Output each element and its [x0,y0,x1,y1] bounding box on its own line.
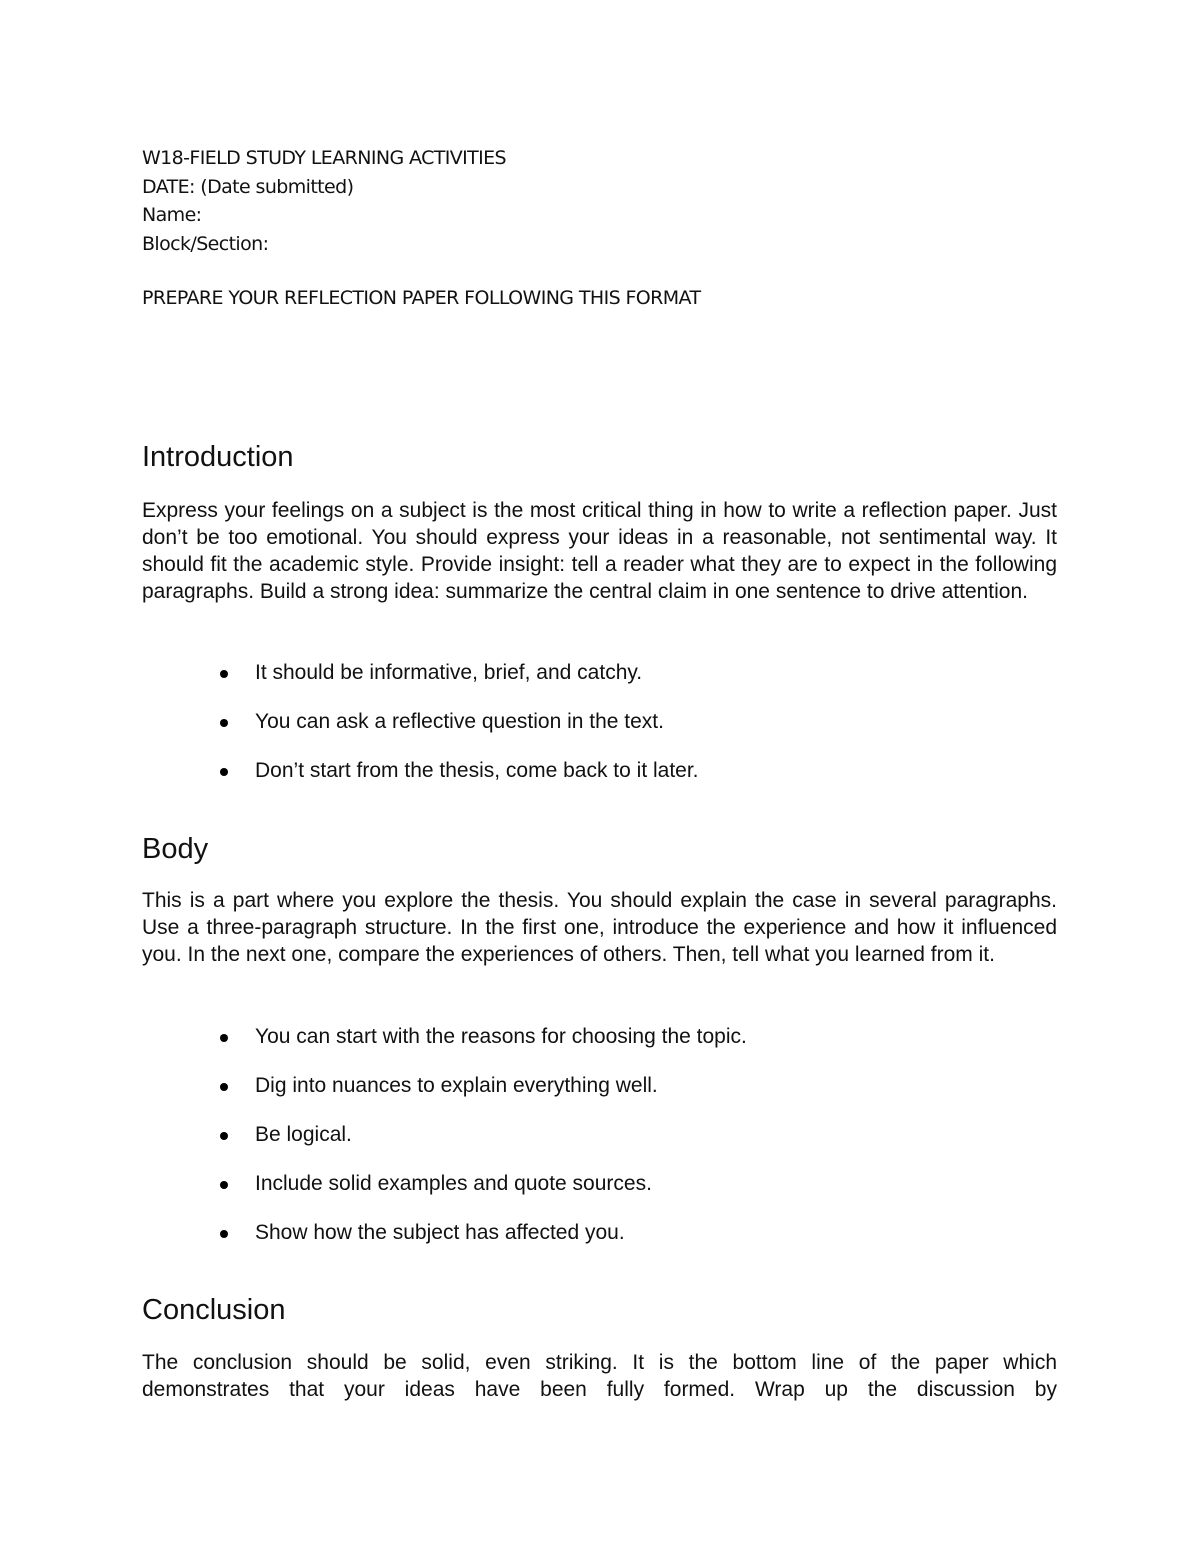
bullet-icon [220,670,228,678]
list-item [142,708,1057,735]
conclusion-section [142,1349,1057,1403]
list-item [142,1072,1057,1099]
name-line: Name: [142,204,202,226]
bullet-icon [220,1181,228,1189]
bullet-icon [220,1034,228,1042]
format-instruction: PREPARE YOUR REFLECTION PAPER FOLLOWING THIS FORMAT [142,287,701,309]
list-item [142,1121,1057,1148]
bullet-icon [220,719,228,727]
body-bullet-list [142,1023,1057,1246]
list-item-text: It should be informative, brief, and catchy. [255,661,643,684]
introduction-bullet-list [142,659,1057,784]
bullet-icon [220,1132,228,1140]
list-item-text: You can start with the reasons for choosing the topic. [255,1025,747,1048]
body-paragraph: This is a part where you explore the thesis. You should explain the case in several paragraphs. Use a three-paragraph structure. In the first one, introduce the experience and how it influenced you. In the next one, compare the experiences of others. Then, tell what you learned from it. [142,889,1057,966]
block-section-line: Block/Section: [142,232,269,255]
list-item [142,1023,1057,1050]
list-item [142,757,1057,784]
list-item-text: Show how the subject has affected you. [255,1221,625,1244]
bullet-icon [220,768,228,776]
conclusion-paragraph: The conclusion should be solid, even striking. It is the bottom line of the paper which demonstrates that your ideas have been fully formed. Wrap up the discussion by [142,1351,1057,1401]
list-item-text: Dig into nuances to explain everything well. [255,1074,658,1097]
introduction-section [142,497,1057,605]
body-section [142,887,1057,968]
introduction-list-container [142,659,1057,806]
list-item [142,659,1057,686]
bullet-icon [220,1230,228,1238]
list-item [142,1170,1057,1197]
document-title: W18-FIELD STUDY LEARNING ACTIVITIES [142,147,507,169]
body-list-container [142,1023,1057,1268]
introduction-paragraph: Express your feelings on a subject is the most critical thing in how to write a reflection paper. Just don’t be too emotional. You should express your ideas in a reasonable, not sentimental way. It should fit the academic style. Provide insight: tell a reader what they are to expect in the following paragraphs. Build a strong idea: summarize the central claim in one sentence to drive attention. [142,499,1057,603]
list-item [142,1219,1057,1246]
document-header [142,144,506,258]
body-heading: Body [142,833,209,865]
conclusion-heading: Conclusion [142,1294,286,1326]
list-item-text: Be logical. [255,1123,352,1146]
list-item-text: Include solid examples and quote sources. [255,1172,652,1195]
list-item-text: Don’t start from the thesis, come back to it later. [255,759,699,782]
bullet-icon [220,1083,228,1091]
list-item-text: You can ask a reflective question in the text. [255,710,664,733]
date-line: DATE: (Date submitted) [142,175,354,198]
introduction-heading: Introduction [142,441,294,473]
